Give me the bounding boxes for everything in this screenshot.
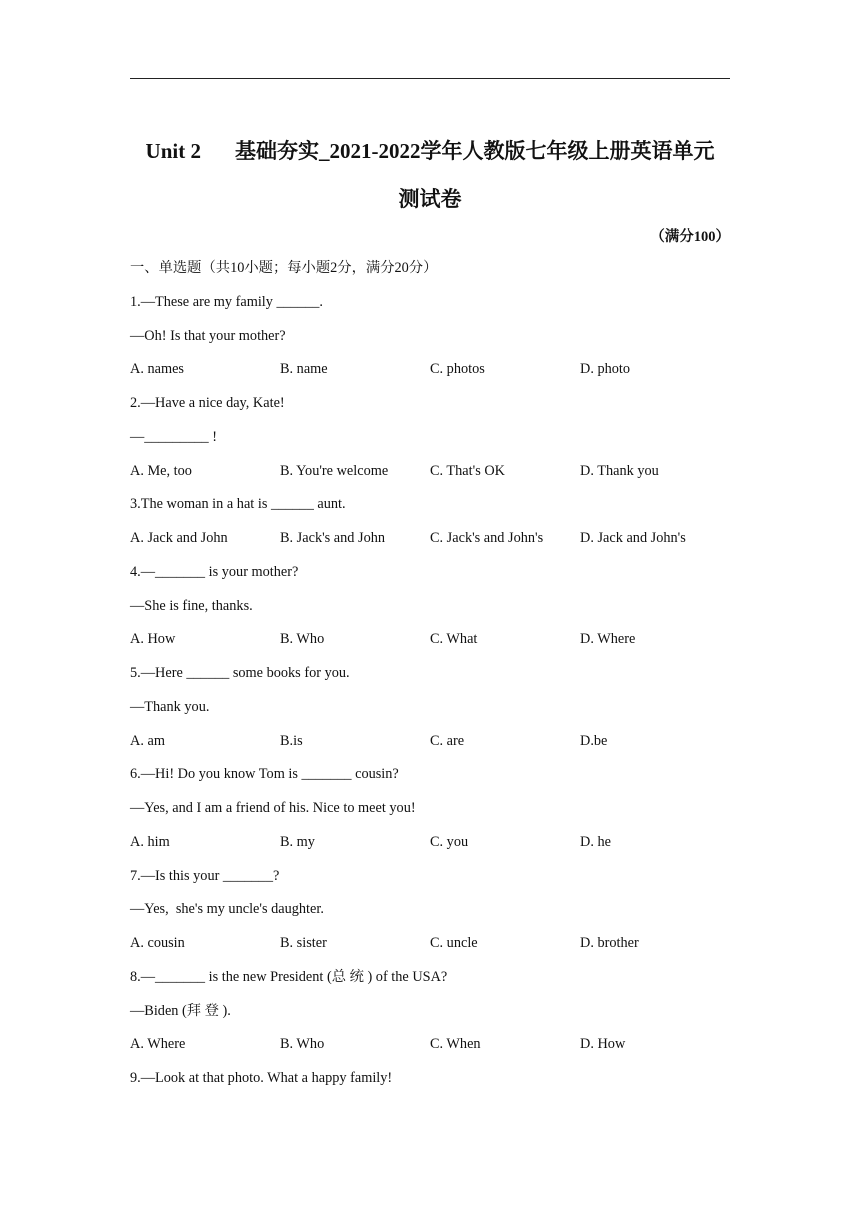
question-reply: —Yes, and I am a friend of his. Nice to meet you! — [130, 800, 416, 816]
question-stem: 8.—_______ is the new President (总 统 ) of the USA? — [130, 968, 448, 985]
question-reply: —Biden (拜 登 ). — [130, 1002, 231, 1019]
title-line-2: 测试卷 — [398, 187, 462, 211]
option-d: D. brother — [580, 935, 639, 951]
option-d: D. photo — [580, 361, 631, 378]
option-c: C. What — [430, 631, 478, 648]
option-a: A. names — [130, 361, 184, 378]
question-stem: 6.—Hi! Do you know Tom is _______ cousin? — [130, 766, 399, 783]
question-stem: 7.—Is this your _______? — [130, 867, 280, 884]
answer-options — [130, 627, 730, 661]
option-c: C. That's OK — [430, 462, 505, 479]
answer-options — [130, 459, 730, 493]
title-text: 基础夯实_2021-2022学年人教版七年级上册英语单元 — [234, 139, 715, 163]
option-d: D.be — [580, 732, 608, 749]
option-b: B. Who — [280, 631, 325, 648]
option-b: B. Jack's and John — [280, 530, 386, 546]
title-line-1 — [130, 133, 730, 169]
option-d: D. Jack and John's — [580, 530, 686, 546]
option-d: D. Where — [580, 631, 636, 648]
answer-options — [130, 357, 730, 391]
question-reply: —_________ ! — [130, 428, 217, 445]
answer-options — [130, 830, 730, 864]
option-d: D. How — [580, 1036, 626, 1053]
section-heading: 一、单选题（共10小题；每小题2分，满分20分） — [130, 260, 438, 276]
option-a: A. How — [130, 631, 176, 648]
page-title — [130, 133, 730, 217]
option-b: B. You're welcome — [280, 462, 389, 479]
option-b: B.is — [280, 732, 303, 749]
option-a: A. Me, too — [130, 462, 192, 479]
option-b: B. my — [280, 833, 315, 850]
question-reply: —Oh! Is that your mother? — [130, 327, 286, 344]
option-c: C. you — [430, 833, 469, 850]
answer-options — [130, 729, 730, 763]
option-c: C. photos — [430, 361, 485, 378]
option-c: C. Jack's and John's — [430, 530, 544, 546]
answer-options — [130, 1032, 730, 1066]
title-unit: Unit 2 — [145, 139, 201, 163]
option-a: A. Jack and John — [130, 530, 228, 546]
option-b: B. name — [280, 361, 328, 378]
question-stem: 5.—Here ______ some books for you. — [130, 665, 350, 681]
option-b: B. Who — [280, 1036, 325, 1053]
question-stem: 3.The woman in a hat is ______ aunt. — [130, 496, 346, 513]
option-b: B. sister — [280, 935, 327, 951]
option-a: A. Where — [130, 1036, 186, 1053]
header-rule — [130, 78, 730, 79]
question-stem: 9.—Look at that photo. What a happy family! — [130, 1070, 393, 1086]
answer-options — [130, 931, 730, 965]
question-section — [130, 256, 730, 1100]
option-a: A. cousin — [130, 935, 185, 951]
question-reply: —Yes, she's my uncle's daughter. — [130, 901, 324, 918]
full-score-label: （满分100） — [650, 229, 730, 245]
option-d: D. he — [580, 833, 611, 850]
option-c: C. When — [430, 1036, 481, 1053]
option-c: C. uncle — [430, 935, 478, 951]
option-d: D. Thank you — [580, 462, 659, 479]
question-stem: 1.—These are my family ______. — [130, 293, 323, 310]
option-a: A. him — [130, 833, 170, 850]
question-reply: —She is fine, thanks. — [130, 597, 253, 614]
question-stem: 4.—_______ is your mother? — [130, 563, 299, 580]
question-reply: —Thank you. — [130, 698, 210, 715]
question-stem: 2.—Have a nice day, Kate! — [130, 395, 285, 411]
answer-options — [130, 526, 730, 560]
option-c: C. are — [430, 732, 465, 749]
option-a: A. am — [130, 732, 165, 749]
